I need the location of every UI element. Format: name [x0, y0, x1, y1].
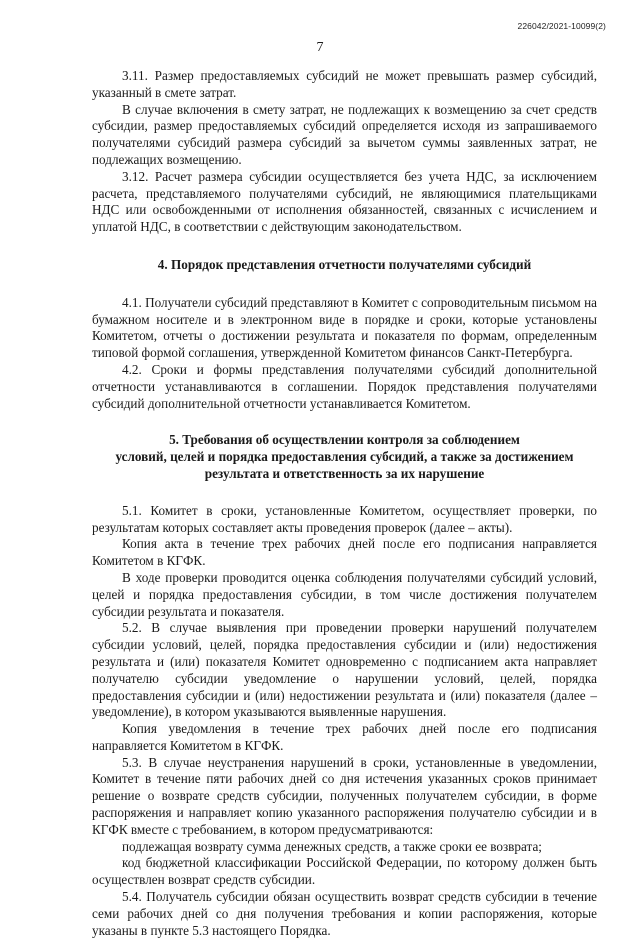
spacer — [92, 412, 597, 432]
document-body — [92, 68, 597, 939]
spacer — [92, 483, 597, 503]
paragraph-5-1-check: В ходе проверки проводится оценка соблюдения получателями субсидий условий, целей и порядка предоставления субсидии, в том числе достижения получателем субсидии результата и показателя. — [92, 569, 597, 619]
paragraph-3-11: 3.11. Размер предоставляемых субсидий не может превышать размер субсидий, указанный в смете затрат. — [92, 68, 597, 100]
paragraph-5-2-copy: Копия уведомления в течение трех рабочих дней после его подписания направляется Комитетом в КГФК. — [92, 721, 597, 753]
paragraph-5-3-item-2: код бюджетной классификации Российской Федерации, по которому должен быть осуществлен возврат средств субсидии. — [92, 855, 597, 888]
paragraph-3-12: 3.12. Расчет размера субсидии осуществляется без учета НДС, за исключением расчета, представляемого получателями субсидий, не являющимися плательщиками НДС или освобожденными от исполнения обязанностей, связанных с исчислением и уплатой НДС, в соответствии с действующим законодательством. — [92, 168, 597, 235]
spacer — [92, 236, 597, 257]
paragraph-3-11-cont: В случае включения в смету затрат, не подлежащих к возмещению за счет средств субсидии, размер предоставляемых субсидий определяется исходя из запрашиваемого получателями субсидий размера субсидий за вычетом суммы заявленных затрат, не подлежащих возмещению. — [92, 101, 597, 167]
section-4-heading: 4. Порядок представления отчетности получателями субсидий — [157, 256, 532, 272]
document-registration-number: 226042/2021-10099(2) — [517, 21, 606, 31]
paragraph-5-2: 5.2. В случае выявления при проведении проверки нарушений получателем субсидии условий, целей, порядка предоставления субсидии и (или) недостижения результата и (или) показателя Комитет одновременно с подписанием акта направляет получателю субсидии уведомление о нарушении условий, целей, порядка предоставления субсидии и (или) недостижении результата и (или) показателя (далее – уведомление), в котором указываются выявленные нарушения. — [92, 620, 597, 720]
paragraph-4-2: 4.2. Сроки и формы представления получателями субсидий дополнительной отчетности устанавливаются в соглашении. Порядок представления получателями субсидий дополнительной отчетности устанавливается Комитетом. — [92, 361, 597, 411]
paragraph-5-1-copy: Копия акта в течение трех рабочих дней после его подписания направляется Комитетом в КГФК. — [92, 536, 597, 569]
paragraph-5-3: 5.3. В случае неустранения нарушений в сроки, установленные в уведомлении, Комитет в течение пяти рабочих дней со дня истечения указанных сроков принимает решение о возврате средств субсидии, полученных получателем субсидии, в форме распоряжения и направляет копию указанного распоряжения получателю субсидии и в КГФК вместе с требованием, в котором предусматриваются: — [92, 754, 597, 837]
paragraph-4-1: 4.1. Получатели субсидий представляют в Комитет с сопроводительным письмом на бумажном носителе и в электронном виде в порядке и сроки, которые установлены Комитетом, отчеты о достижении результата и показателя по формам, определенным типовой формой соглашения, утвержденной Комитетом финансов Санкт-Петербурга. — [92, 294, 597, 361]
section-5-heading: 5. Требования об осуществлении контроля за соблюдением условий, целей и порядка предоставления субсидий, а также за достижением результата и ответственность за их нарушение — [115, 432, 574, 481]
paragraph-5-1: 5.1. Комитет в сроки, установленные Комитетом, осуществляет проверки, по результатам которых составляет акты проведения проверок (далее – акты). — [92, 502, 597, 535]
paragraph-5-4: 5.4. Получатель субсидии обязан осуществить возврат средств субсидии в течение семи рабочих дней со дня получения требования и копии распоряжения, которые указаны в пункте 5.3 настоящего Порядка. — [92, 889, 597, 938]
spacer — [92, 274, 597, 295]
page-number: 7 — [316, 40, 324, 55]
paragraph-5-3-item-1: подлежащая возврату сумма денежных средств, а также сроки ее возврата; — [122, 838, 542, 854]
